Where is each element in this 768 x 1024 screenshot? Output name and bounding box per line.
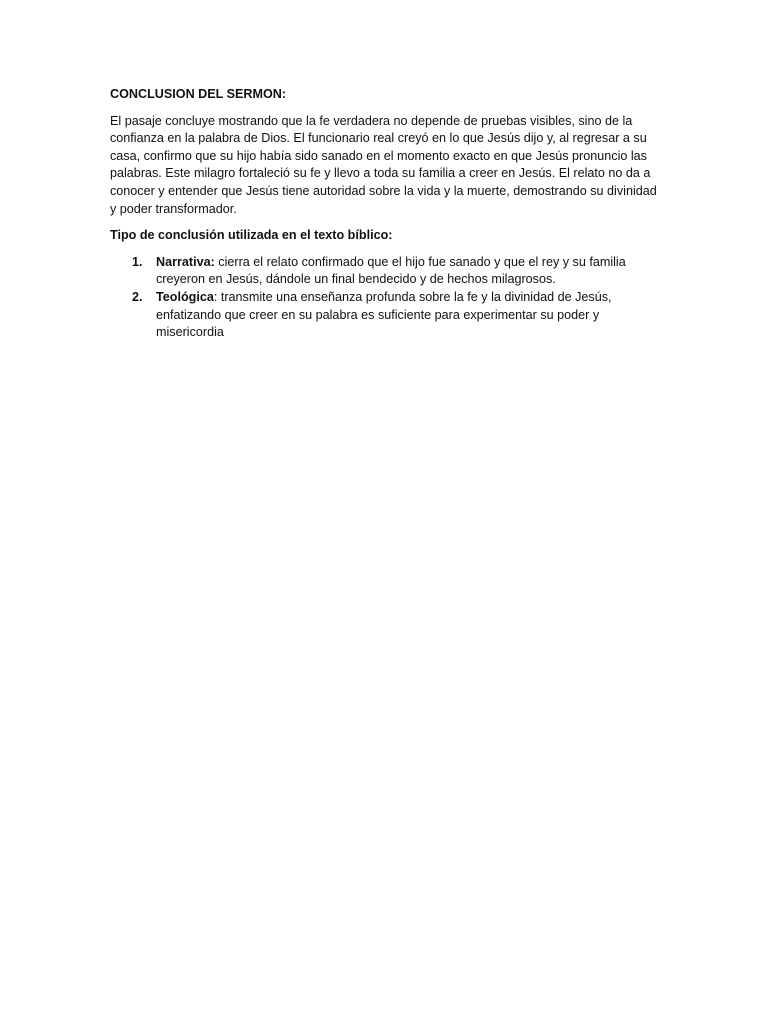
list-item-text: cierra el relato confirmado que el hijo fue sanado y que el rey y su familia creyeron en Jesús, dándole un final bendecido y de hechos milagrosos. bbox=[156, 254, 626, 287]
section-title: CONCLUSION DEL SERMON: bbox=[110, 87, 287, 101]
list-item-term: Teológica bbox=[156, 289, 214, 304]
list-item bbox=[110, 254, 660, 289]
list-item-number: 1. bbox=[132, 254, 143, 269]
conclusion-type-heading: Tipo de conclusión utilizada en el texto bíblico: bbox=[110, 228, 393, 243]
document-body bbox=[110, 86, 660, 342]
list-item bbox=[110, 289, 660, 342]
list-item-term: Narrativa: bbox=[156, 254, 215, 269]
conclusion-type-list bbox=[110, 254, 660, 342]
conclusion-paragraph: El pasaje concluye mostrando que la fe verdadera no depende de pruebas visibles, sino de la confianza en la palabra de Dios. El funcionario real creyó en lo que Jesús dijo y, al regresar a su casa, confirmo que su hijo había sido sanado en el momento exacto en que Jesús pronuncio las palabras. Este milagro fortaleció su fe y llevo a toda su familia a creer en Jesús. El relato no da a conocer y entender que Jesús tiene autoridad sobre la vida y la muerte, demostrando su divinidad y poder transformador. bbox=[110, 113, 657, 216]
list-item-text: : transmite una enseñanza profunda sobre la fe y la divinidad de Jesús, enfatizando que creer en su palabra es suficiente para experimentar su poder y misericordia bbox=[156, 289, 612, 340]
list-item-number: 2. bbox=[132, 289, 143, 304]
